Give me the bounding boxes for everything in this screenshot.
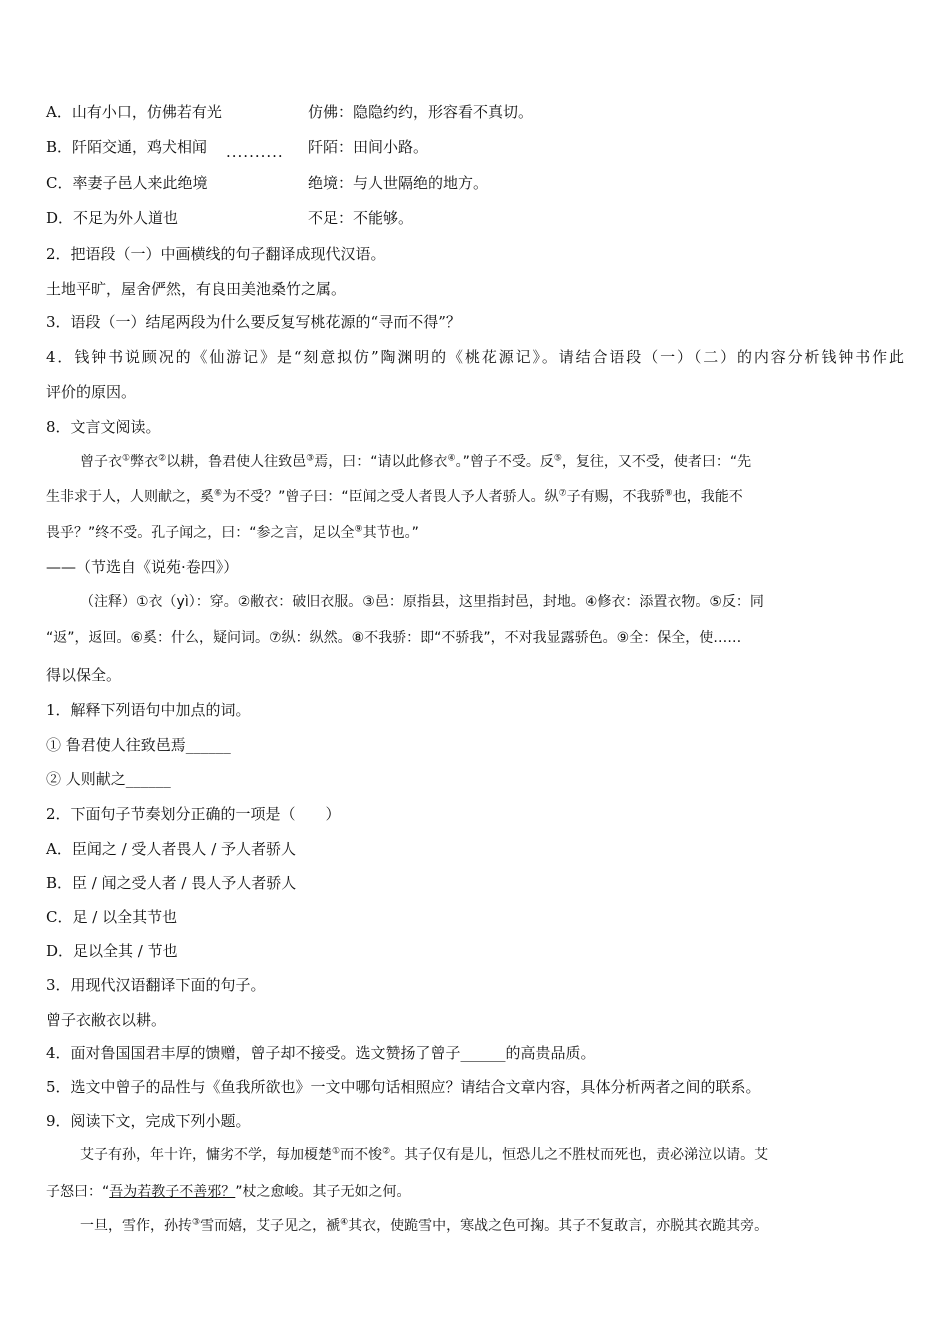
text: 子怒曰：“ (46, 1184, 110, 1200)
emphasis-dots: .......... (226, 143, 284, 161)
s9-passage-line1 (80, 1145, 768, 1165)
text: 其节也。” (362, 525, 419, 541)
footnote-mark: ① (332, 1146, 341, 1157)
option-d: D．不足为外人道也 (46, 209, 179, 227)
footnote-mark: ② (158, 453, 167, 464)
option-a: A．山有小口，仿佛若有光 (46, 103, 222, 121)
option-d-note: 不足：不能够。 (308, 209, 414, 227)
s8-source: ——（节选自《说苑·卷四》） (46, 558, 239, 576)
footnote-mark: ⑦ (558, 488, 567, 499)
text: 为不受？”曾子曰：“臣闻之受人者畏人予人者骄人。纵 (222, 489, 559, 505)
text: ，复往，又不受，使者曰：“先 (561, 454, 752, 470)
text: 弊衣 (130, 454, 159, 470)
option-c: C．率妻子邑人来此绝境 (46, 174, 208, 192)
s8-passage-line3 (46, 523, 419, 543)
q4-line1: 4．钱钟书说顾况的《仙游记》是“刻意拟仿”陶渊明的《桃花源记》。请结合语段（一）（二）的内容分析钱钟书作此 (46, 348, 904, 366)
footnote-mark: ⑥ (214, 488, 223, 499)
s9-passage-line2 (46, 1182, 411, 1202)
text: 子有赐，不我骄 (566, 489, 665, 505)
option-b-note: 阡陌：田间小路。 (308, 138, 429, 156)
s8-q4: 4．面对鲁国国君丰厚的馈赠，曾子却不接受。选文赞扬了曾子______的高贵品质。 (46, 1044, 596, 1062)
s8-q1-b: ② 人则献之______ (46, 770, 171, 788)
s8-q2: 2．下面句子节奏划分正确的一项是（ ） (46, 805, 341, 823)
s8-q2-option-a: A．臣闻之 / 受人者畏人 / 予人者骄人 (46, 840, 297, 858)
s8-q3-sentence: 曾子衣敝衣以耕。 (46, 1011, 167, 1029)
text: ”杖之愈峻。其子无如之何。 (235, 1184, 411, 1200)
text: 艾子有孙，年十许，慵劣不学，每加榎楚 (80, 1147, 332, 1163)
underlined-sentence: 吾为若教子不善邪？ (109, 1184, 236, 1200)
text: 其衣，使跪雪中，寒战之色可掬。其子不复敢言，亦脱其衣跪其旁。 (348, 1218, 769, 1234)
text: 焉，曰：“请以此修衣 (314, 454, 448, 470)
s8-notes-line1: （注释）①衣（yì）：穿。②敝衣：破旧衣服。③邑：原指县，这里指封邑，封地。④修衣：添置衣物。⑤反：同 (80, 594, 764, 610)
q2-title: 2．把语段（一）中画横线的句子翻译成现代汉语。 (46, 245, 386, 263)
option-a-note: 仿佛：隐隐约约，形容看不真切。 (308, 103, 534, 121)
section8-title: 8．文言文阅读。 (46, 418, 161, 436)
option-c-note: 绝境：与人世隔绝的地方。 (308, 174, 489, 192)
s8-q2-option-c: C．足 / 以全其节也 (46, 908, 178, 926)
text: 。”曾子不受。反 (455, 454, 554, 470)
s8-q2-option-b: B．臣 / 闻之受人者 / 畏人予人者骄人 (46, 874, 297, 892)
footnote-mark: ⑨ (354, 524, 363, 535)
s8-passage-line1 (80, 452, 751, 472)
s8-q1: 1．解释下列语句中加点的词。 (46, 701, 251, 719)
s8-notes-line2: “返”，返回。⑥奚：什么，疑问词。⑦纵：纵然。⑧不我骄：即“不骄我”，不对我显露骄色。⑨全：保全，使…… (46, 630, 742, 646)
s8-q1-a: ① 鲁君使人往致邑焉______ (46, 736, 231, 754)
text: 一旦，雪作，孙抟 (80, 1218, 192, 1234)
footnote-mark: ① (122, 453, 131, 464)
footnote-mark: ② (382, 1146, 391, 1157)
s9-passage-line3 (80, 1216, 768, 1236)
footnote-mark: ④ (340, 1217, 349, 1228)
s8-q5: 5．选文中曾子的品性与《鱼我所欲也》一文中哪句话相照应？请结合文章内容，具体分析两者之间的联系。 (46, 1078, 761, 1096)
text: 畏乎？”终不受。孔子闻之，曰：“参之言，足以全 (46, 525, 355, 541)
text: 而不悛 (340, 1147, 383, 1163)
q4-line2: 评价的原因。 (46, 383, 137, 401)
text: 以耕，鲁君使人往致邑 (166, 454, 307, 470)
footnote-mark: ④ (447, 453, 456, 464)
footnote-mark: ⑤ (553, 453, 562, 464)
s8-q3: 3．用现代汉语翻译下面的句子。 (46, 976, 266, 994)
option-b: B．阡陌交通，鸡犬相闻 (46, 138, 208, 156)
s8-q2-option-d: D．足以全其 / 节也 (46, 942, 178, 960)
footnote-mark: ⑧ (664, 488, 673, 499)
text: 也，我能不 (672, 489, 743, 505)
text: 。其子仅有是儿，恒恐儿之不胜杖而死也，责必涕泣以请。艾 (390, 1147, 769, 1163)
text: 曾子衣 (80, 454, 122, 470)
section9-title: 9．阅读下文，完成下列小题。 (46, 1112, 251, 1130)
q3-title: 3．语段（一）结尾两段为什么要反复写桃花源的“寻而不得”？ (46, 313, 461, 331)
s8-notes-line3: 得以保全。 (46, 666, 122, 684)
footnote-mark: ③ (306, 453, 315, 464)
text: 生非求于人，人则献之，奚 (46, 489, 214, 505)
footnote-mark: ③ (192, 1217, 201, 1228)
text: 雪而嬉，艾子见之，褫 (200, 1218, 341, 1234)
s8-passage-line2 (46, 487, 743, 507)
q2-sentence: 土地平旷，屋舍俨然，有良田美池桑竹之属。 (46, 280, 347, 298)
